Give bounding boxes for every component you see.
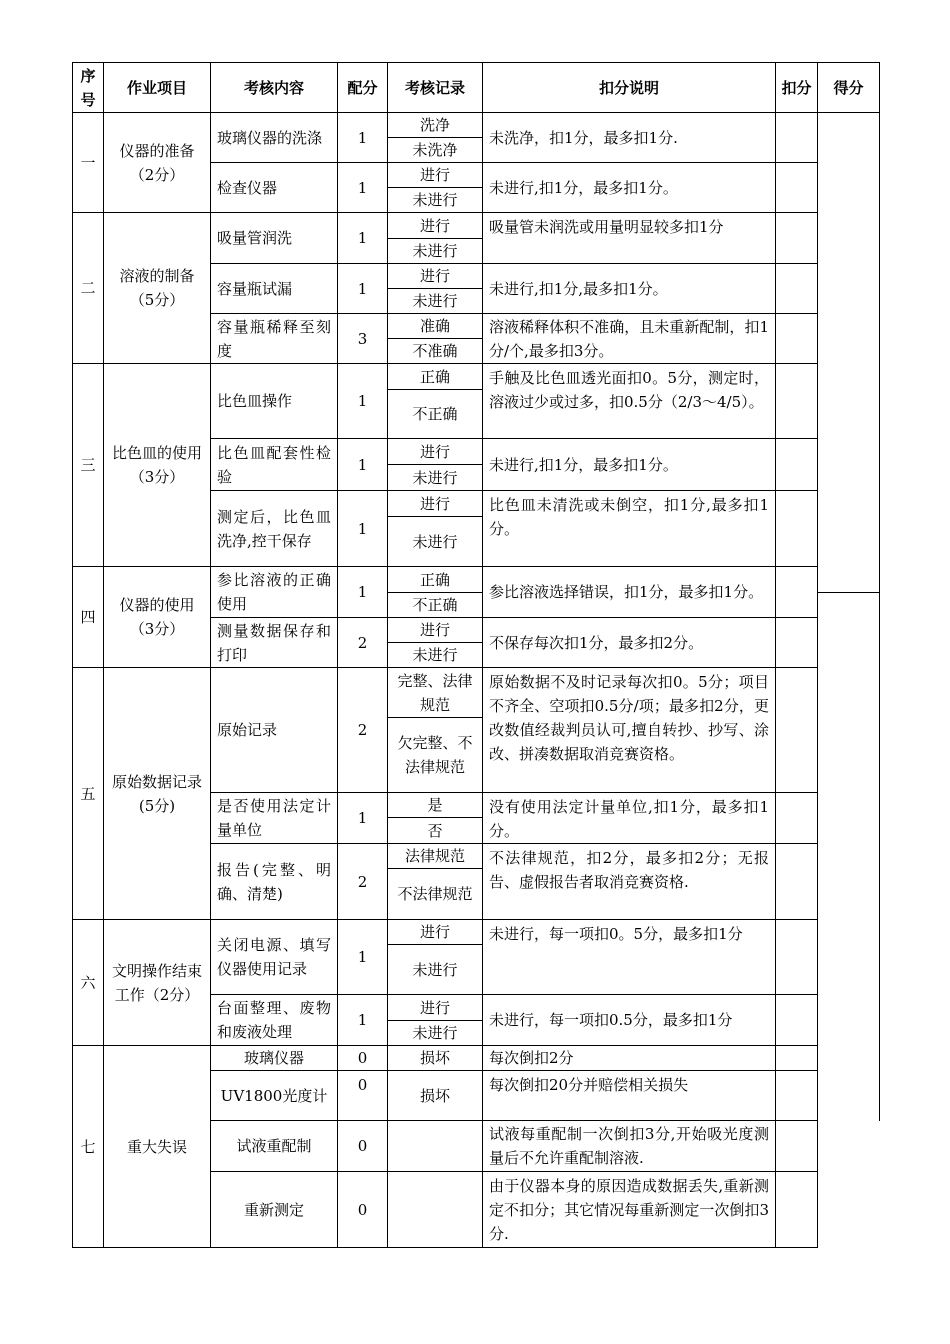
header-score: 配分 bbox=[338, 63, 388, 113]
deduct-cell bbox=[776, 668, 818, 793]
deduct-cell bbox=[776, 163, 818, 213]
deduct-cell bbox=[776, 995, 818, 1046]
record-option: 进行 bbox=[388, 213, 483, 239]
score-value: 0 bbox=[338, 1121, 388, 1172]
header-content: 考核内容 bbox=[211, 63, 338, 113]
record-option: 未进行 bbox=[388, 239, 483, 264]
record-option: 损坏 bbox=[388, 1046, 483, 1071]
score-value: 0 bbox=[338, 1172, 388, 1248]
assessment-content: 测定后，比色皿洗净,控干保存 bbox=[211, 491, 338, 567]
assessment-content: 测量数据保存和打印 bbox=[211, 618, 338, 668]
assessment-content: 台面整理、废物和废液处理 bbox=[211, 995, 338, 1046]
assessment-content: 原始记录 bbox=[211, 668, 338, 793]
header-seq: 序号 bbox=[73, 63, 104, 113]
record-option: 未进行 bbox=[388, 945, 483, 995]
deduction-explanation: 由于仪器本身的原因造成数据丢失,重新测定不扣分；其它情况每重新测定一次倒扣3分. bbox=[483, 1172, 776, 1248]
record-option: 否 bbox=[388, 818, 483, 844]
score-value: 2 bbox=[338, 668, 388, 793]
group-number: 二 bbox=[73, 213, 104, 364]
deduct-cell bbox=[776, 1071, 818, 1121]
record-option: 进行 bbox=[388, 920, 483, 945]
score-value: 1 bbox=[338, 439, 388, 491]
record-option: 正确 bbox=[388, 567, 483, 593]
record-option: 进行 bbox=[388, 995, 483, 1021]
score-value: 1 bbox=[338, 920, 388, 995]
header-got: 得分 bbox=[818, 63, 880, 113]
deduct-cell bbox=[776, 439, 818, 491]
deduction-explanation: 每次倒扣20分并赔偿相关损失 bbox=[483, 1071, 776, 1121]
group-number: 四 bbox=[73, 567, 104, 668]
record-option bbox=[388, 1172, 483, 1248]
record-option: 进行 bbox=[388, 264, 483, 289]
deduction-explanation: 溶液稀释体积不准确，且未重新配制，扣1分/个,最多扣3分。 bbox=[483, 314, 776, 364]
record-option: 不准确 bbox=[388, 339, 483, 364]
deduct-cell bbox=[776, 1121, 818, 1172]
assessment-content: 吸量管润洗 bbox=[211, 213, 338, 264]
deduct-cell bbox=[776, 1172, 818, 1248]
table-row bbox=[73, 668, 880, 718]
deduction-explanation: 未洗净，扣1分，最多扣1分. bbox=[483, 113, 776, 163]
group-name: 溶液的制备（5分） bbox=[104, 213, 211, 364]
assessment-content: 比色皿操作 bbox=[211, 364, 338, 439]
header-deduct: 扣分 bbox=[776, 63, 818, 113]
record-option: 进行 bbox=[388, 491, 483, 517]
deduction-explanation: 每次倒扣2分 bbox=[483, 1046, 776, 1071]
header-item: 作业项目 bbox=[104, 63, 211, 113]
record-option: 损坏 bbox=[388, 1071, 483, 1121]
record-option: 进行 bbox=[388, 618, 483, 643]
record-option bbox=[388, 1121, 483, 1172]
assessment-content: 容量瓶试漏 bbox=[211, 264, 338, 314]
deduction-explanation: 原始数据不及时记录每次扣0。5分；项目不齐全、空项扣0.5分/项；最多扣2分，更改数值经裁判员认可,擅自转抄、抄写、涂改、拼凑数据取消竞赛资格。 bbox=[483, 668, 776, 793]
score-value: 0 bbox=[338, 1046, 388, 1071]
group-number: 五 bbox=[73, 668, 104, 920]
got-score-cell bbox=[818, 113, 880, 593]
score-value: 1 bbox=[338, 213, 388, 264]
assessment-content: 试液重配制 bbox=[211, 1121, 338, 1172]
deduct-cell bbox=[776, 567, 818, 618]
deduct-cell bbox=[776, 793, 818, 844]
table-row bbox=[73, 113, 880, 138]
deduction-explanation: 比色皿未清洗或未倒空，扣1分,最多扣1分。 bbox=[483, 491, 776, 567]
deduction-explanation: 未进行,扣1分，最多扣1分。 bbox=[483, 163, 776, 213]
score-value: 2 bbox=[338, 618, 388, 668]
record-option: 不正确 bbox=[388, 390, 483, 439]
assessment-content: UV1800光度计 bbox=[211, 1071, 338, 1121]
deduction-explanation: 参比溶液选择错误，扣1分，最多扣1分。 bbox=[483, 567, 776, 618]
group-name: 文明操作结束工作（2分） bbox=[104, 920, 211, 1046]
assessment-content: 是否使用法定计量单位 bbox=[211, 793, 338, 844]
record-option: 未进行 bbox=[388, 465, 483, 491]
record-option: 洗净 bbox=[388, 113, 483, 138]
score-value: 1 bbox=[338, 995, 388, 1046]
assessment-content: 关闭电源、填写仪器使用记录 bbox=[211, 920, 338, 995]
deduct-cell bbox=[776, 314, 818, 364]
table-row bbox=[73, 567, 880, 593]
deduction-explanation: 未进行,扣1分,最多扣1分。 bbox=[483, 264, 776, 314]
deduct-cell bbox=[776, 364, 818, 439]
table-row bbox=[73, 364, 880, 390]
header-record: 考核记录 bbox=[388, 63, 483, 113]
assessment-content: 玻璃仪器 bbox=[211, 1046, 338, 1071]
record-option: 未进行 bbox=[388, 643, 483, 668]
assessment-content: 检查仪器 bbox=[211, 163, 338, 213]
group-name: 比色皿的使用（3分） bbox=[104, 364, 211, 567]
assessment-content: 报告(完整、明确、清楚) bbox=[211, 844, 338, 920]
score-value: 1 bbox=[338, 491, 388, 567]
group-name: 原始数据记录(5分) bbox=[104, 668, 211, 920]
record-option: 是 bbox=[388, 793, 483, 818]
record-option: 未进行 bbox=[388, 517, 483, 567]
record-option: 进行 bbox=[388, 163, 483, 188]
deduct-cell bbox=[776, 491, 818, 567]
deduct-cell bbox=[776, 264, 818, 314]
record-option: 正确 bbox=[388, 364, 483, 390]
group-name: 仪器的使用（3分） bbox=[104, 567, 211, 668]
deduction-explanation: 不保存每次扣1分，最多扣2分。 bbox=[483, 618, 776, 668]
record-option: 未洗净 bbox=[388, 138, 483, 163]
record-option: 法律规范 bbox=[388, 844, 483, 869]
score-value: 1 bbox=[338, 567, 388, 618]
record-option: 欠完整、不法律规范 bbox=[388, 718, 483, 793]
score-value: 1 bbox=[338, 793, 388, 844]
assessment-content: 容量瓶稀释至刻度 bbox=[211, 314, 338, 364]
score-value: 3 bbox=[338, 314, 388, 364]
score-value: 1 bbox=[338, 364, 388, 439]
record-option: 完整、法律规范 bbox=[388, 668, 483, 718]
group-number: 六 bbox=[73, 920, 104, 1046]
deduction-explanation: 没有使用法定计量单位,扣1分，最多扣1分。 bbox=[483, 793, 776, 844]
deduct-cell bbox=[776, 113, 818, 163]
deduct-cell bbox=[776, 920, 818, 995]
group-number: 一 bbox=[73, 113, 104, 213]
record-option: 未进行 bbox=[388, 289, 483, 314]
header-row bbox=[73, 63, 880, 113]
assessment-content: 比色皿配套性检验 bbox=[211, 439, 338, 491]
assessment-content: 参比溶液的正确使用 bbox=[211, 567, 338, 618]
score-value: 1 bbox=[338, 163, 388, 213]
record-option: 未进行 bbox=[388, 1021, 483, 1046]
deduction-explanation: 未进行，每一项扣0.5分，最多扣1分 bbox=[483, 995, 776, 1046]
deduction-explanation: 未进行,扣1分，最多扣1分。 bbox=[483, 439, 776, 491]
deduct-cell bbox=[776, 844, 818, 920]
score-value: 0 bbox=[338, 1071, 388, 1121]
table-row bbox=[73, 1046, 880, 1071]
header-explain: 扣分说明 bbox=[483, 63, 776, 113]
record-option: 进行 bbox=[388, 439, 483, 465]
group-number: 三 bbox=[73, 364, 104, 567]
table-row bbox=[73, 213, 880, 239]
record-option: 不法律规范 bbox=[388, 869, 483, 920]
group-name: 重大失误 bbox=[104, 1046, 211, 1248]
group-number: 七 bbox=[73, 1046, 104, 1248]
deduct-cell bbox=[776, 213, 818, 264]
score-value: 1 bbox=[338, 264, 388, 314]
score-value: 1 bbox=[338, 113, 388, 163]
deduct-cell bbox=[776, 1046, 818, 1071]
record-option: 不正确 bbox=[388, 593, 483, 618]
table-row bbox=[73, 920, 880, 945]
group-name: 仪器的准备（2分） bbox=[104, 113, 211, 213]
deduct-cell bbox=[776, 618, 818, 668]
deduction-explanation: 手触及比色皿透光面扣0。5分，测定时，溶液过少或过多，扣0.5分（2/3～4/5）。 bbox=[483, 364, 776, 439]
scoring-table bbox=[72, 62, 880, 1248]
deduction-explanation: 未进行，每一项扣0。5分，最多扣1分 bbox=[483, 920, 776, 995]
deduction-explanation: 不法律规范，扣2分，最多扣2分；无报告、虚假报告者取消竞赛资格. bbox=[483, 844, 776, 920]
deduction-explanation: 试液每重配制一次倒扣3分,开始吸光度测量后不允许重配制溶液. bbox=[483, 1121, 776, 1172]
scoring-sheet bbox=[72, 62, 880, 1248]
deduction-explanation: 吸量管未润洗或用量明显较多扣1分 bbox=[483, 213, 776, 264]
record-option: 准确 bbox=[388, 314, 483, 339]
record-option: 未进行 bbox=[388, 188, 483, 213]
assessment-content: 玻璃仪器的洗涤 bbox=[211, 113, 338, 163]
assessment-content: 重新测定 bbox=[211, 1172, 338, 1248]
score-value: 2 bbox=[338, 844, 388, 920]
